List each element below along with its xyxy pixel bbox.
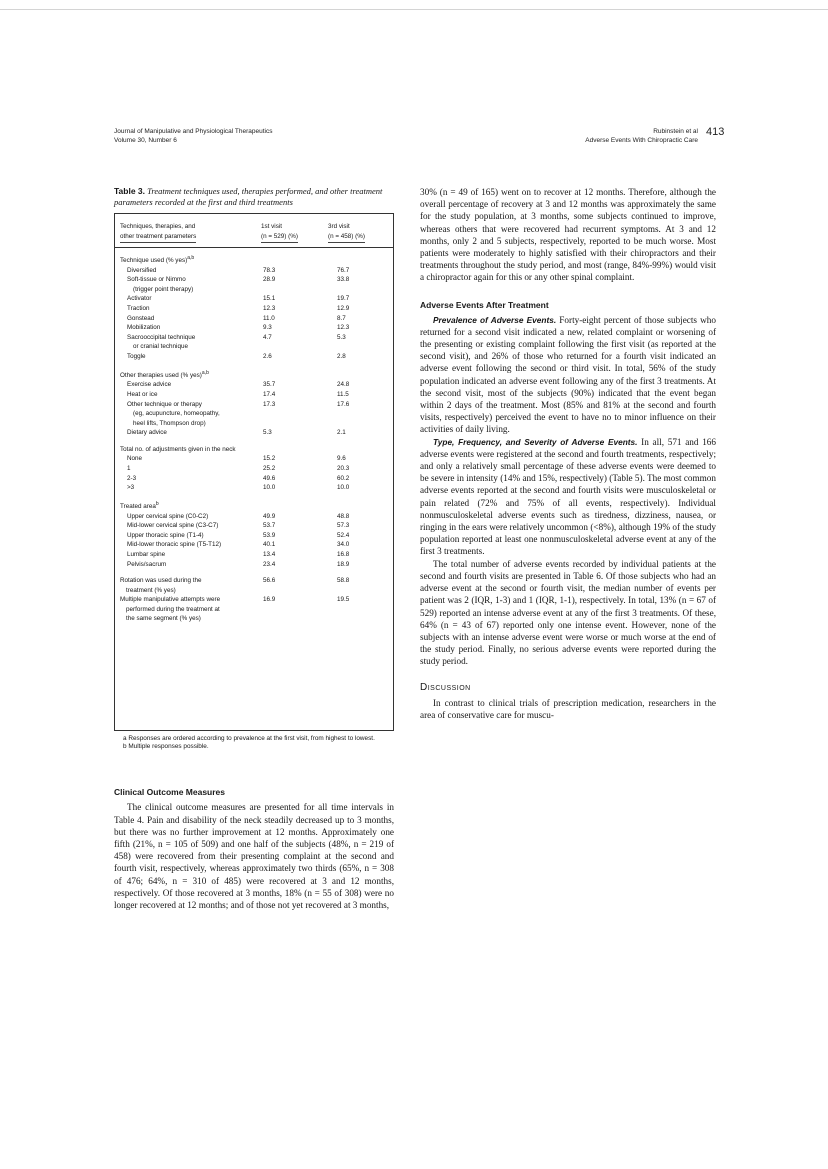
row-label: Mid-lower cervical spine (C3-C7)	[127, 522, 219, 530]
table-footnotes	[114, 735, 394, 751]
table-row	[115, 323, 393, 333]
row-label: Heat or ice	[127, 390, 158, 398]
body-paragraph: In contrast to clinical trials of prescription medication, researchers in the area of conservative care for muscu-	[420, 697, 716, 720]
table-row	[115, 595, 393, 624]
table-section	[115, 445, 393, 493]
running-header-right	[560, 128, 698, 145]
table-title: Treatment techniques used, therapies performed, and other treatment parameters recorded at the first and third treatments	[114, 186, 383, 207]
table-row	[115, 531, 393, 541]
first-visit-value: 10.0	[263, 484, 276, 492]
row-label: Dietary advice	[127, 429, 167, 437]
clinical-outcome-section	[114, 787, 394, 911]
first-visit-value: 11.0	[263, 314, 275, 322]
table-header	[115, 214, 393, 248]
row-label: Gonstead	[127, 314, 155, 322]
first-visit-value: 12.3	[263, 305, 276, 313]
table-section	[115, 576, 393, 624]
first-visit-value: 53.9	[263, 531, 276, 539]
third-visit-value: 60.2	[337, 474, 350, 482]
first-visit-value: 15.2	[263, 455, 276, 463]
journal-name: Journal of Manipulative and Physiological Therapeutics	[114, 128, 273, 135]
running-title: Adverse Events With Chiropractic Care	[585, 136, 698, 144]
row-label: Upper thoracic spine (T1-4)	[127, 531, 204, 539]
first-visit-value: 49.9	[263, 512, 276, 520]
table-row	[115, 428, 393, 438]
table-row	[115, 390, 393, 400]
third-visit-value: 8.7	[337, 314, 346, 322]
table-row	[115, 400, 393, 429]
footnote-a: a Responses are ordered according to prevalence at the first visit, from highest to lowest.	[123, 735, 375, 742]
row-label: 1	[127, 465, 131, 473]
first-visit-value: 5.3	[263, 429, 272, 437]
table-row	[115, 380, 393, 390]
row-label: 2-3	[127, 474, 137, 482]
table-row	[115, 266, 393, 276]
table-row	[115, 512, 393, 522]
authors: Rubinstein et al	[653, 128, 698, 135]
running-header-left	[114, 128, 273, 145]
third-visit-value: 10.0	[337, 484, 350, 492]
row-label: Soft-tissue or Nimmo (trigger point therapy)	[127, 276, 194, 293]
table-row	[115, 521, 393, 531]
first-visit-value: 16.9	[263, 596, 276, 604]
body-paragraph: The total number of adverse events recorded by individual patients at the second and fourth visits are presented in Table 6. Of those subjects who had an adverse event at the second or fourth visit, the median number of events per patient was 2 (IQR, 1-3) and 1 (IQR, 1-1), respectively. In total, 13% (n = 67 of 529) reported an intense adverse event at any of the first 3 treatments. Of these, 64% (n = 43 of 67) reported only one intense event. However, none of the subjects with an intense adverse event were worse or much worse at the end of the study period. Finally, no serious adverse events were reported during the study period.	[420, 558, 716, 667]
header-col-third-visit: 3rd visit (n = 458) (%)	[328, 222, 392, 243]
third-visit-value: 2.8	[337, 353, 346, 361]
first-visit-value: 17.3	[263, 400, 276, 408]
first-visit-value: 2.6	[263, 353, 272, 361]
data-table	[114, 213, 394, 731]
body-paragraph: Prevalence of Adverse Events. Forty-eight percent of those subjects who returned for a second visit indicated a new, related complaint or worsening of the presenting or existing complaint following the first visit (as reported at the second visit), and 26% of those who returned for a fourth visit indicated an adverse event following the second or third visit. In total, 56% of the study population indicated an adverse event following any of the first 3 treatments. At the second visit, most of the subjects (90%) indicated that the event began within 2 days of the treatment. Most (85% and 81% at the second and fourth visits, respectively) perceived the event to have no to minor influence on their activities of daily living.	[420, 314, 716, 435]
third-visit-value: 19.5	[337, 596, 350, 604]
first-visit-value: 25.2	[263, 465, 276, 473]
table-row	[115, 454, 393, 464]
table-section-heading: Total no. of adjustments given in the neck	[120, 445, 236, 453]
table-section	[115, 369, 393, 438]
first-visit-value: 35.7	[263, 381, 276, 389]
row-label: Toggle	[127, 353, 146, 361]
subsection-heading: Type, Frequency, and Severity of Adverse Events.	[433, 436, 638, 447]
third-visit-value: 34.0	[337, 541, 350, 549]
body-paragraph: The clinical outcome measures are presented for all time intervals in Table 4. Pain and disability of the neck steadily decreased up to 3 months, but there was no further improvement at 12 months. Approximately one fifth (21%, n = 105 of 509) and one half of the subjects (48%, n = 219 of 458) were recovered from their presenting complaint at the second and fourth visit, respectively, whereas approximately two thirds (65%, n = 308 of 476; 64%, n = 310 of 485) were recovered at 3 and 12 months, respectively. Of those recovered at 3 months, 18% (n = 55 of 308) were no longer recovered at 12 months; and of those not yet recovered at 3 months,	[114, 802, 394, 911]
row-label: Pelvis/sacrum	[127, 560, 167, 568]
first-visit-value: 15.1	[263, 295, 276, 303]
right-column	[420, 186, 716, 721]
table-row	[115, 560, 393, 570]
section-heading-discussion: Discussion	[420, 681, 471, 693]
third-visit-value: 58.8	[337, 577, 350, 585]
first-visit-value: 28.9	[263, 276, 276, 284]
third-visit-value: 52.4	[337, 531, 350, 539]
table-section	[115, 500, 393, 569]
row-label: Traction	[127, 305, 150, 313]
third-visit-value: 76.7	[337, 266, 350, 274]
table-row	[115, 294, 393, 304]
footnote-b: b Multiple responses possible.	[123, 743, 209, 751]
page-number: 413	[706, 126, 725, 138]
header-col-techniques: Techniques, therapies, and other treatment parameters	[120, 222, 260, 243]
table-section-heading: Technique used (% yes)$^{a,b}$	[120, 255, 195, 265]
third-visit-value: 19.7	[337, 295, 350, 303]
first-visit-value: 78.3	[263, 266, 276, 274]
first-visit-value: 4.7	[263, 333, 272, 341]
table-row	[115, 464, 393, 474]
third-visit-value: 11.5	[337, 390, 349, 398]
table-row	[115, 352, 393, 362]
row-label: Lumbar spine	[127, 550, 166, 558]
third-visit-value: 20.3	[337, 465, 350, 473]
third-visit-value: 9.6	[337, 455, 346, 463]
table-section	[115, 254, 393, 362]
table-section-heading: Treated area$^b$	[120, 500, 159, 510]
third-visit-value: 18.9	[337, 560, 350, 568]
third-visit-value: 12.3	[337, 324, 350, 332]
subsection-heading: Prevalence of Adverse Events.	[433, 314, 557, 325]
first-visit-value: 23.4	[263, 560, 276, 568]
row-label: Sacrooccipital technique or cranial technique	[127, 333, 196, 351]
third-visit-value: 16.8	[337, 550, 350, 558]
third-visit-value: 17.6	[337, 400, 350, 408]
journal-volume: Volume 30, Number 6	[114, 136, 177, 144]
row-label: Rotation was used during the treatment (% yes)	[120, 577, 202, 594]
row-label: Other technique or therapy (eg, acupuncture, homeopathy, heel lifts, Thompson drop)	[127, 400, 220, 427]
first-visit-value: 49.6	[263, 474, 276, 482]
first-visit-value: 53.7	[263, 522, 276, 530]
section-heading: Clinical Outcome Measures	[114, 787, 226, 798]
body-paragraph: 30% (n = 49 of 165) went on to recover at 12 months. Therefore, although the overall percentage of recovery at 3 and 12 months was approximately the same for the study population, at 3 months, some subjects continued to improve, whereas others that were recovered had recurrent symptoms. At 3 and 12 months, only 2 and 5 subjects, respectively, reported to be much worse. Most patients were moderately to highly satisfied with their chiropractors and their treatments throughout the study period, and most (range, 84%-99%) would visit a chiropractor again for this or any other spinal complaint.	[420, 187, 716, 283]
row-label: Mid-lower thoracic spine (T5-T12)	[127, 541, 222, 549]
table-body	[115, 248, 393, 624]
table-row	[115, 333, 393, 352]
table-section-heading: Other therapies used (% yes)$^{a,b}$	[120, 369, 209, 379]
first-visit-value: 17.4	[263, 390, 276, 398]
third-visit-value: 48.8	[337, 512, 350, 520]
table-row	[115, 474, 393, 484]
row-label: Upper cervical spine (C0-C2)	[127, 512, 209, 520]
table-row	[115, 275, 393, 294]
table-row	[115, 314, 393, 324]
table-row	[115, 483, 393, 493]
table-row	[115, 576, 393, 595]
left-column	[114, 186, 394, 911]
row-label: Mobilization	[127, 324, 161, 332]
table-number: Table 3.	[114, 186, 146, 196]
body-paragraph: Type, Frequency, and Severity of Adverse Events. In all, 571 and 166 adverse events were registered at the second and fourth treatments, respectively; and only a relatively small percentage of these adverse events were deemed to be severe in intensity (14% and 15%, respectively) (Table 5). The most common adverse events reported at the second and fourth visits were musculoskeletal or pain related (72% and 75% of all events, respectively). Individual nonmusculoskeletal adverse events such as tiredness, dizziness, nausea, or ringing in the ears were relatively uncommon (<8%), although 19% of the study population reported at least one nonmusculoskeletal adverse event at any of the first 3 treatments.	[420, 436, 716, 557]
table-row	[115, 540, 393, 550]
third-visit-value: 33.8	[337, 276, 350, 284]
first-visit-value: 56.6	[263, 577, 276, 585]
table-row	[115, 304, 393, 314]
header-col-first-visit: 1st visit (n = 529) (%)	[261, 222, 321, 243]
row-label: Multiple manipulative attempts were performed during the treatment at the same segment (% yes)	[120, 596, 221, 623]
third-visit-value: 5.3	[337, 333, 346, 341]
first-visit-value: 9.3	[263, 324, 272, 332]
top-rule	[0, 9, 828, 10]
first-visit-value: 40.1	[263, 541, 276, 549]
row-label: Diversified	[127, 266, 157, 274]
row-label: None	[127, 455, 143, 463]
third-visit-value: 57.3	[337, 522, 350, 530]
third-visit-value: 12.9	[337, 305, 350, 313]
third-visit-value: 24.8	[337, 381, 350, 389]
row-label: Activator	[127, 295, 152, 303]
section-heading-adverse-events: Adverse Events After Treatment	[420, 299, 549, 310]
row-label: >3	[127, 484, 135, 492]
table-caption	[114, 186, 394, 208]
row-label: Exercise advice	[127, 381, 172, 389]
first-visit-value: 13.4	[263, 550, 276, 558]
table-row	[115, 550, 393, 560]
third-visit-value: 2.1	[337, 429, 346, 437]
